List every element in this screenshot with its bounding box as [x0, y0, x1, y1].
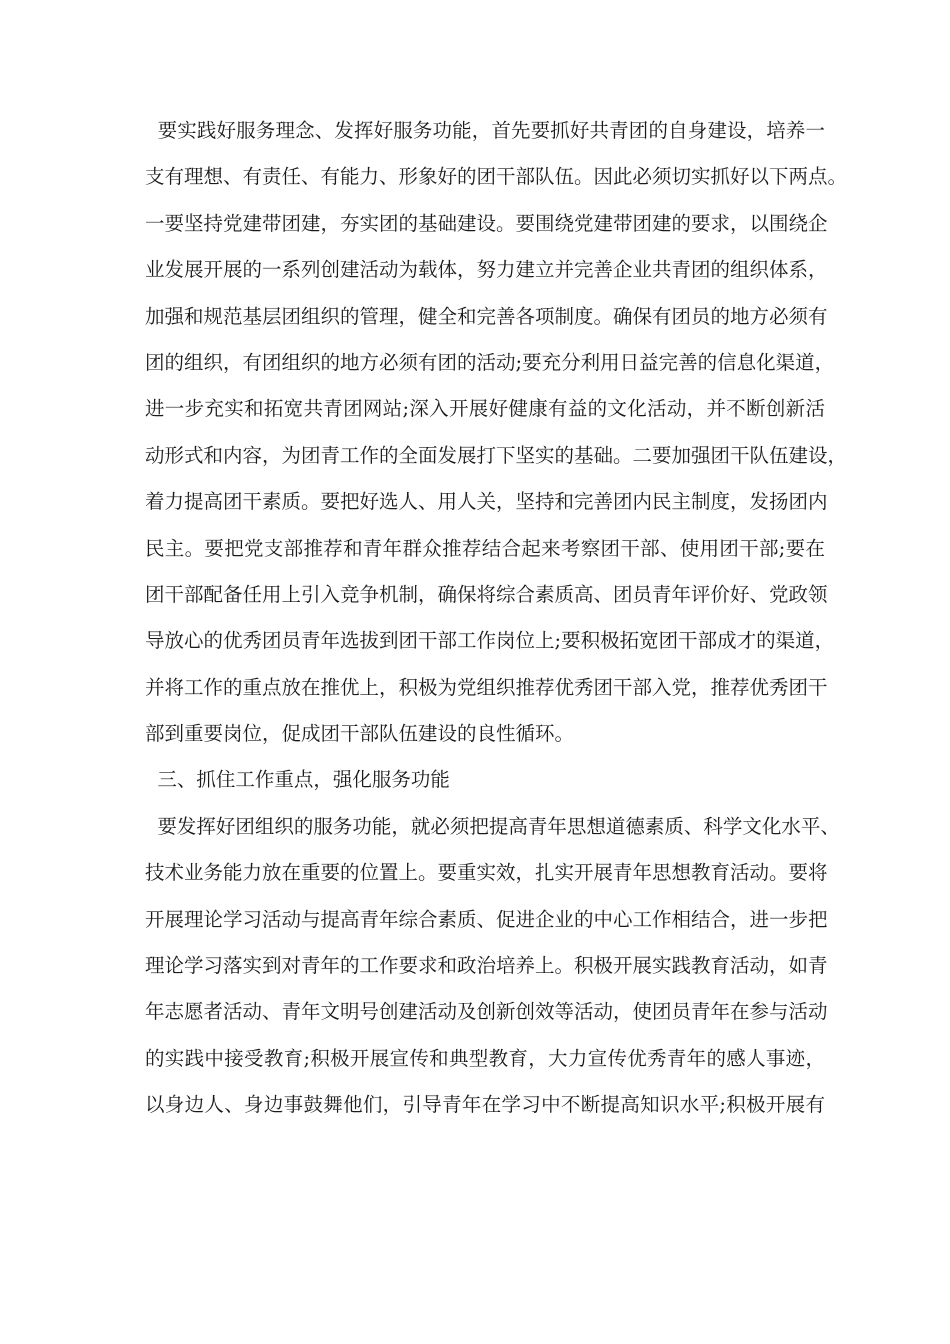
paragraph-line: 要发挥好团组织的服务功能，就必须把提高青年思想道德素质、科学文化水平、 — [145, 814, 840, 838]
paragraph-line: 进一步充实和拓宽共青团网站;深入开展好健康有益的文化活动，并不断创新活 — [145, 397, 825, 421]
paragraph-line: 以身边人、身边事鼓舞他们，引导青年在学习中不断提高知识水平;积极开展有 — [145, 1093, 825, 1117]
paragraph-line: 支有理想、有责任、有能力、形象好的团干部队伍。因此必须切实抓好以下两点。 — [145, 165, 848, 189]
paragraph-line: 团干部配备任用上引入竞争机制，确保将综合素质高、团员青年评价好、党政领 — [145, 582, 828, 606]
paragraph-last-line: 部到重要岗位，促成团干部队伍建设的良性循环。 — [145, 722, 575, 746]
paragraph-line: 导放心的优秀团员青年选拔到团干部工作岗位上;要积极拓宽团干部成才的渠道， — [145, 629, 835, 653]
paragraph-line: 着力提高团干素质。要把好选人、用人关，坚持和完善团内民主制度，发扬团内 — [145, 490, 828, 514]
paragraph-line: 开展理论学习活动与提高青年综合素质、促进企业的中心工作相结合，进一步把 — [145, 907, 828, 931]
paragraph-line: 技术业务能力放在重要的位置上。要重实效，扎实开展青年思想教育活动。要将 — [145, 861, 828, 885]
paragraph-line: 团的组织，有团组织的地方必须有团的活动;要充分利用日益完善的信息化渠道， — [145, 350, 835, 374]
paragraph-line: 一要坚持党建带团建，夯实团的基础建设。要围绕党建带团建的要求，以围绕企 — [145, 211, 828, 235]
section-heading: 三、抓住工作重点，强化服务功能 — [145, 768, 450, 792]
paragraph-line: 动形式和内容，为团青工作的全面发展打下坚实的基础。二要加强团干队伍建设， — [145, 443, 848, 467]
paragraph-line: 年志愿者活动、青年文明号创建活动及创新创效等活动，使团员青年在参与活动 — [145, 1000, 828, 1024]
paragraph-line: 理论学习落实到对青年的工作要求和政治培养上。积极开展实践教育活动，如青 — [145, 954, 828, 978]
paragraph-line: 并将工作的重点放在推优上，积极为党组织推荐优秀团干部入党，推荐优秀团干 — [145, 675, 828, 699]
paragraph-line: 加强和规范基层团组织的管理，健全和完善各项制度。确保有团员的地方必须有 — [145, 304, 828, 328]
paragraph-line: 的实践中接受教育;积极开展宣传和典型教育，大力宣传优秀青年的感人事迹， — [145, 1046, 825, 1070]
paragraph-line: 业发展开展的一系列创建活动为载体，努力建立并完善企业共青团的组织体系， — [145, 258, 828, 282]
paragraph-line: 民主。要把党支部推荐和青年群众推荐结合起来考察团干部、使用团干部;要在 — [145, 536, 825, 560]
paragraph-line: 要实践好服务理念、发挥好服务功能，首先要抓好共青团的自身建设，培养一 — [145, 119, 825, 142]
body-text — [145, 108, 848, 1129]
